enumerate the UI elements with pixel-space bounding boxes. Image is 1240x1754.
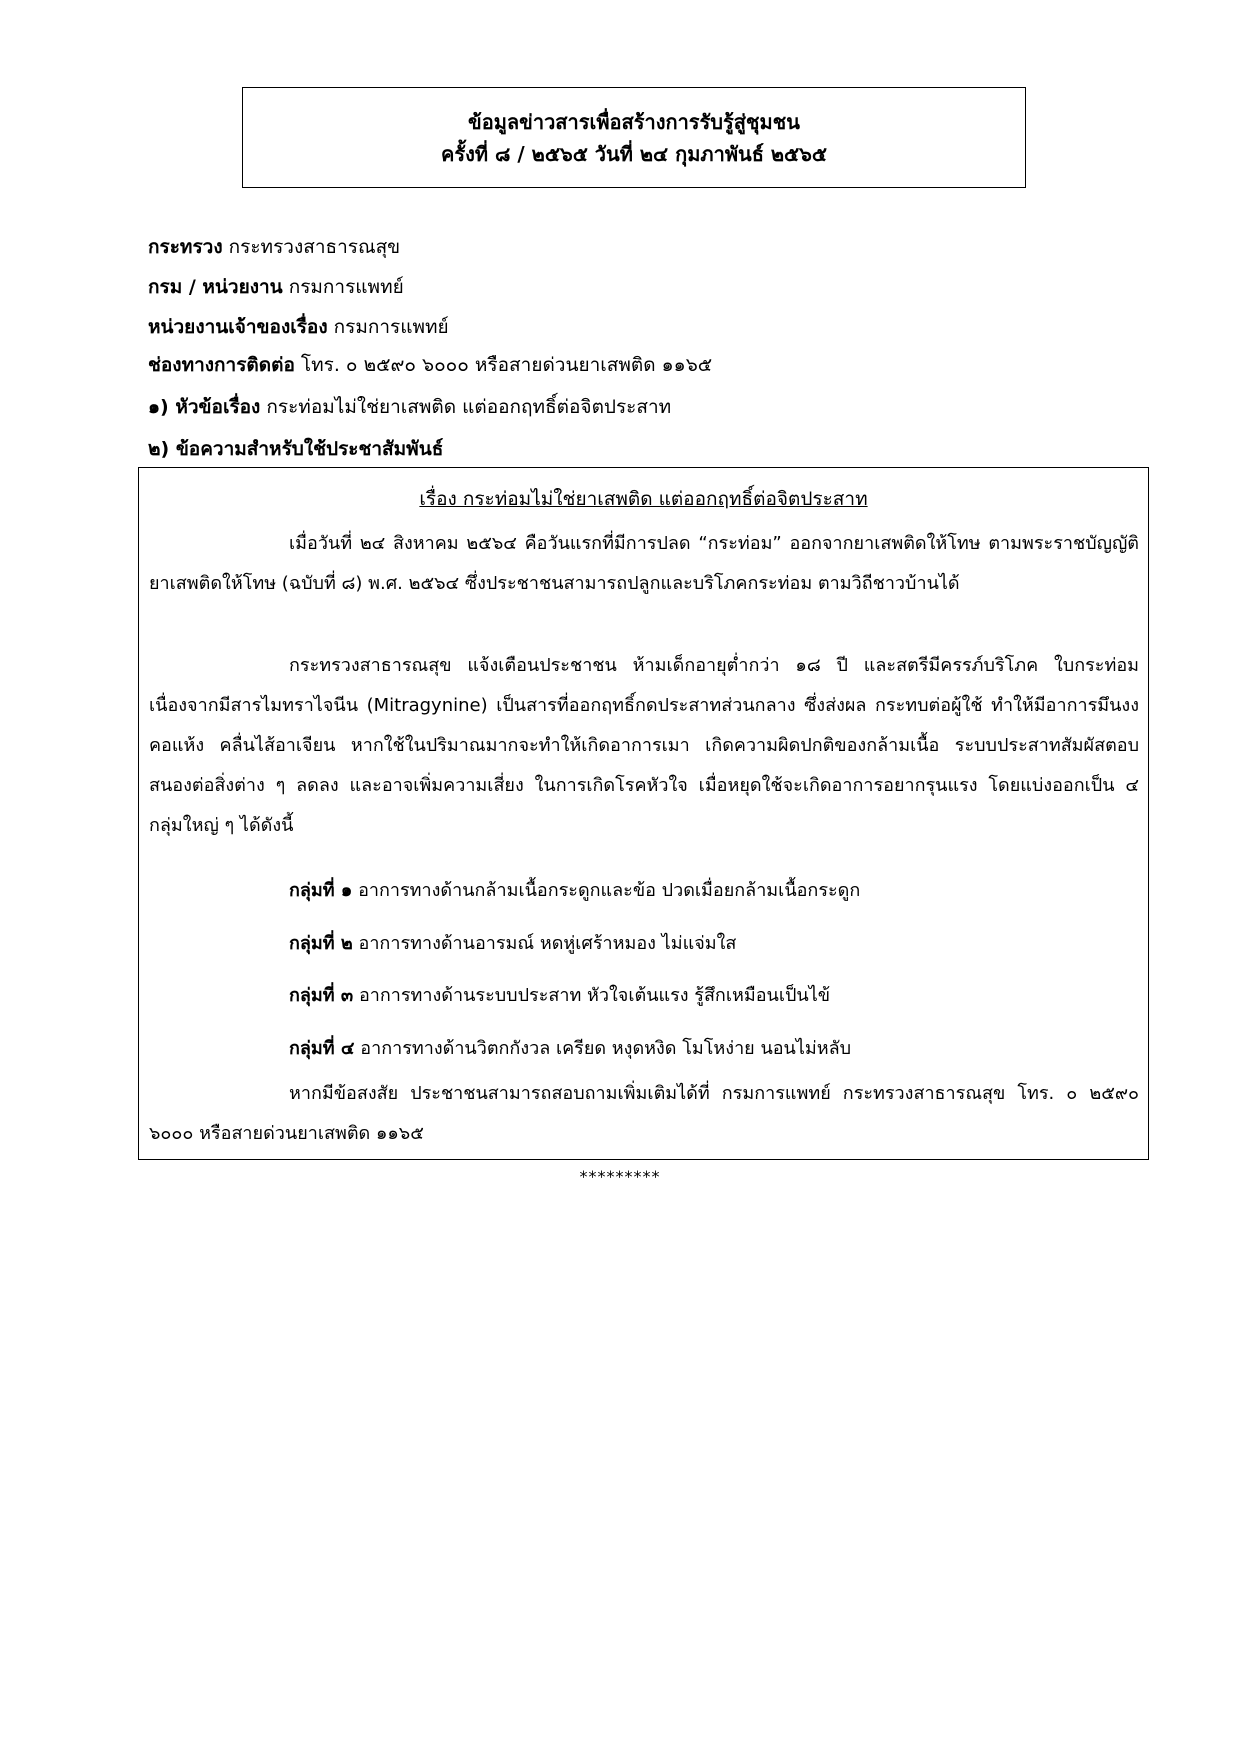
group-4-text: อาการทางด้านวิตกกังวล เครียด หงุดหงิด โมโหง่าย นอนไม่หลับ [354,1038,852,1059]
department-row [148,272,404,302]
group-2-text: อาการทางด้านอารมณ์ หดหู่เศร้าหมอง ไม่แจ่มใส [352,933,737,954]
group-3 [289,980,830,1009]
group-2-label: กลุ่มที่ ๒ [289,933,353,954]
topic-label: ๑) หัวข้อเรื่อง [148,396,261,418]
department-label: กรม / หน่วยงาน [148,276,283,298]
end-separator: ********* [579,1167,661,1186]
content-title: เรื่อง กระท่อมไม่ใช่ยาเสพติด แต่ออกฤทธิ์ต่อจิตประสาท [419,488,868,510]
group-4 [289,1033,851,1062]
header-box [242,87,1026,188]
owner-row [148,312,449,342]
department-value: กรมการแพทย์ [282,276,404,298]
topic-row [148,392,671,422]
contact-row [148,350,712,380]
ministry-value: กระทรวงสาธารณสุข [222,236,401,258]
group-4-label: กลุ่มที่ ๔ [289,1038,355,1059]
topic-value: กระท่อมไม่ใช่ยาเสพติด แต่ออกฤทธิ์ต่อจิตประสาท [260,396,672,418]
message-row [148,434,443,464]
contact-label: ช่องทางการติดต่อ [148,354,295,376]
message-label: ๒) ข้อความสำหรับใช้ประชาสัมพันธ์ [148,438,444,460]
group-2 [289,928,736,957]
group-1-label: กลุ่มที่ ๑ [289,880,353,901]
paragraph-1: เมื่อวันที่ ๒๔ สิงหาคม ๒๕๖๔ คือวันแรกที่มีการปลด “กระท่อม” ออกจากยาเสพติดให้โทษ ตามพระราชบัญญัติยาเสพติดให้โทษ (ฉบับที่ ๘) พ.ศ. ๒๕๖๔ ซึ่งประชาชนสามารถปลูกและบริโภคกระท่อม ตามวิถีชาวบ้านได้ [149,533,1139,594]
group-3-label: กลุ่มที่ ๓ [289,985,354,1006]
header-issue-date: ครั้งที่ ๘ / ๒๕๖๕ วันที่ ๒๔ กุมภาพันธ์ ๒๕๖๕ [440,142,828,166]
group-1-text: อาการทางด้านกล้ามเนื้อกระดูกและข้อ ปวดเมื่อยกล้ามเนื้อกระดูก [352,880,861,901]
owner-label: หน่วยงานเจ้าของเรื่อง [148,316,328,338]
header-title: ข้อมูลข่าวสารเพื่อสร้างการรับรู้สู่ชุมชน [468,110,800,134]
owner-value: กรมการแพทย์ [327,316,449,338]
group-3-text: อาการทางด้านระบบประสาท หัวใจเต้นแรง รู้สึกเหมือนเป็นไข้ [353,985,831,1006]
ministry-row [148,232,400,262]
group-1 [289,875,860,904]
ministry-label: กระทรวง [148,236,223,258]
paragraph-2: กระทรวงสาธารณสุข แจ้งเตือนประชาชน ห้ามเด็กอายุต่ำกว่า ๑๘ ปี และสตรีมีครรภ์บริโภค ใบกระท่อม เนื่องจากมีสารไมทราไจนีน (Mitragynine) เป็นสารที่ออกฤทธิ์กดประสาทส่วนกลาง ซึ่งส่งผล กระทบต่อผู้ใช้ ทำให้มีอาการมึนงง คอแห้ง คลื่นไส้อาเจียน หากใช้ในปริมาณมากจะทำให้เกิดอาการเมา เกิดความผิดปกติของกล้ามเนื้อ ระบบประสาทสัมผัสตอบสนองต่อสิ่งต่าง ๆ ลดลง และอาจเพิ่มความเสี่ยง ในการเกิดโรคหัวใจ เมื่อหยุดใช้จะเกิดอาการอยากรุนแรง โดยแบ่งออกเป็น ๔ กลุ่มใหญ่ ๆ ได้ดังนี้ [149,655,1139,836]
paragraph-3: หากมีข้อสงสัย ประชาชนสามารถสอบถามเพิ่มเติมได้ที่ กรมการแพทย์ กระทรวงสาธารณสุข โทร. ๐ ๒๕๙๐ ๖๐๐๐ หรือสายด่วนยาเสพติด ๑๑๖๕ [149,1083,1139,1144]
contact-value: โทร. ๐ ๒๕๙๐ ๖๐๐๐ หรือสายด่วนยาเสพติด ๑๑๖๕ [294,354,713,376]
content-box [138,467,1149,1160]
